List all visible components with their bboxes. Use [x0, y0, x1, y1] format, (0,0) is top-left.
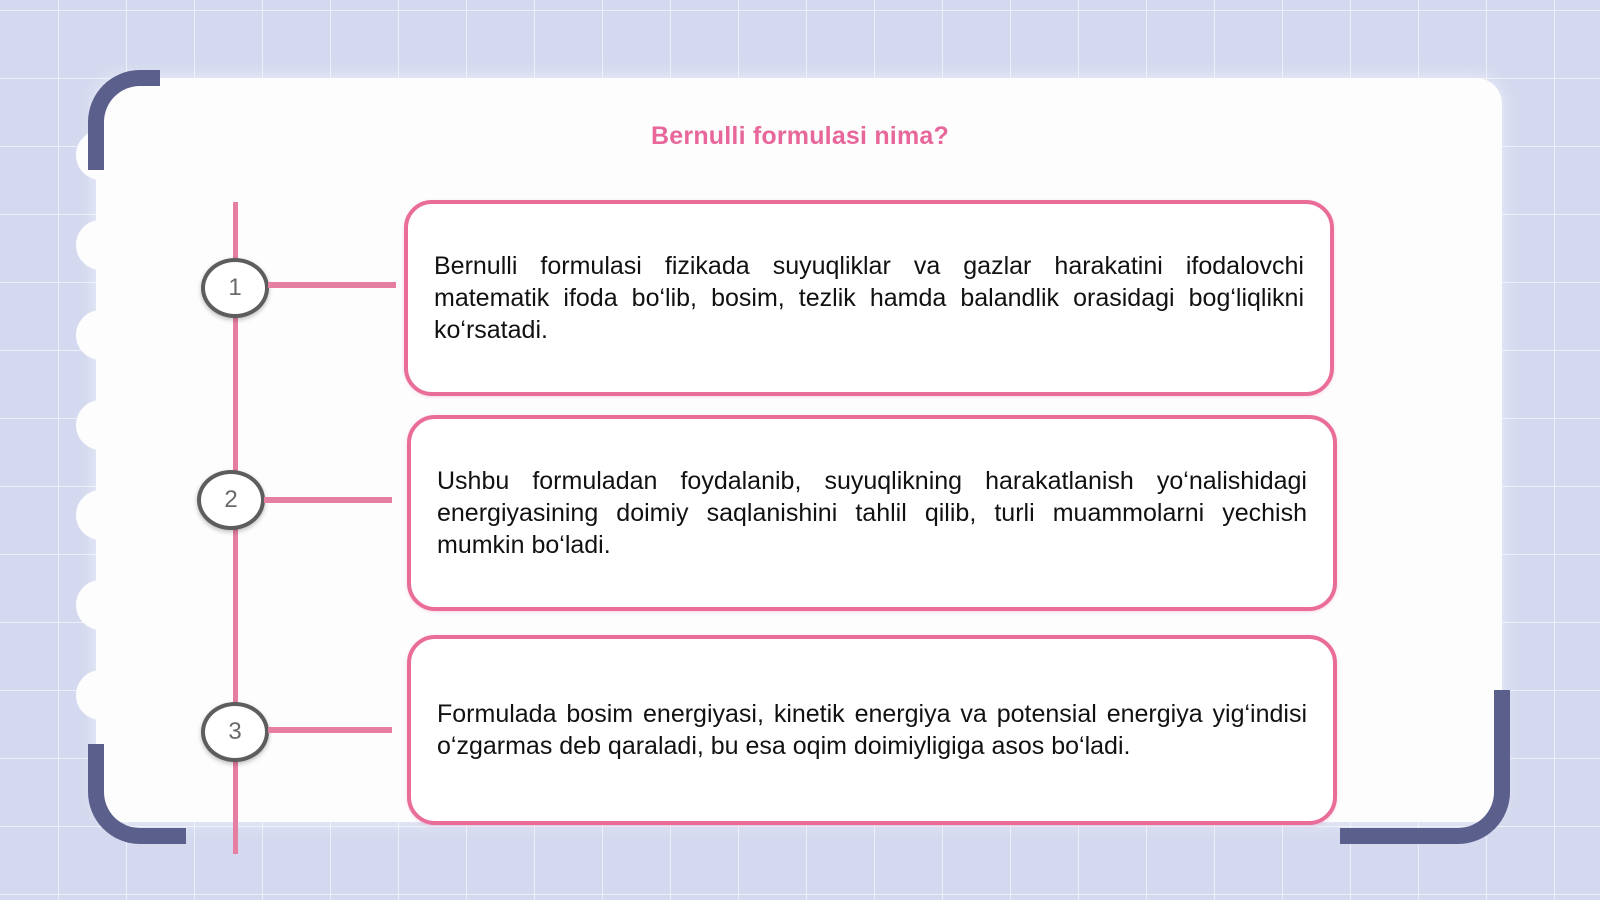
corner-bracket-top-left [88, 70, 160, 170]
corner-bracket-bottom-right [1340, 690, 1510, 844]
card-scallop-edge [76, 130, 126, 750]
step-3-connector [268, 727, 392, 733]
step-2-number-badge: 2 [197, 470, 265, 530]
step-3-box [407, 635, 1337, 825]
step-1-connector [268, 282, 396, 288]
scallop [76, 580, 126, 630]
step-2-text: Ushbu formuladan foydalanib, suyuqlikning harakatlanish yo‘nalishidagi energiyasining doimiy saqlanishini tahlil qilib, turli muammolarni yechish mumkin bo‘ladi. [437, 467, 1307, 559]
scallop [76, 400, 126, 450]
step-1-text: Bernulli formulasi fizikada suyuqliklar va gazlar harakatini ifodalovchi matematik ifoda bo‘lib, bosim, tezlik hamda balandlik orasidagi bog‘liqlikni ko‘rsatadi. [434, 252, 1304, 344]
scallop [76, 490, 126, 540]
corner-bracket-bottom-left [88, 744, 186, 844]
step-2-connector [264, 497, 392, 503]
step-3-text: Formulada bosim energiyasi, kinetik energiya va potensial energiya yig‘indisi o‘zgarmas deb qaraladi, bu esa oqim doimiyligiga asos bo‘ladi. [437, 700, 1307, 760]
step-3-number-badge: 3 [201, 702, 269, 762]
step-1-number-badge: 1 [201, 258, 269, 318]
page-title: Bernulli formulasi nima? [651, 122, 949, 150]
step-1-box [404, 200, 1334, 396]
step-2-box [407, 415, 1337, 611]
scallop [76, 220, 126, 270]
scallop [76, 310, 126, 360]
scallop [76, 670, 126, 720]
